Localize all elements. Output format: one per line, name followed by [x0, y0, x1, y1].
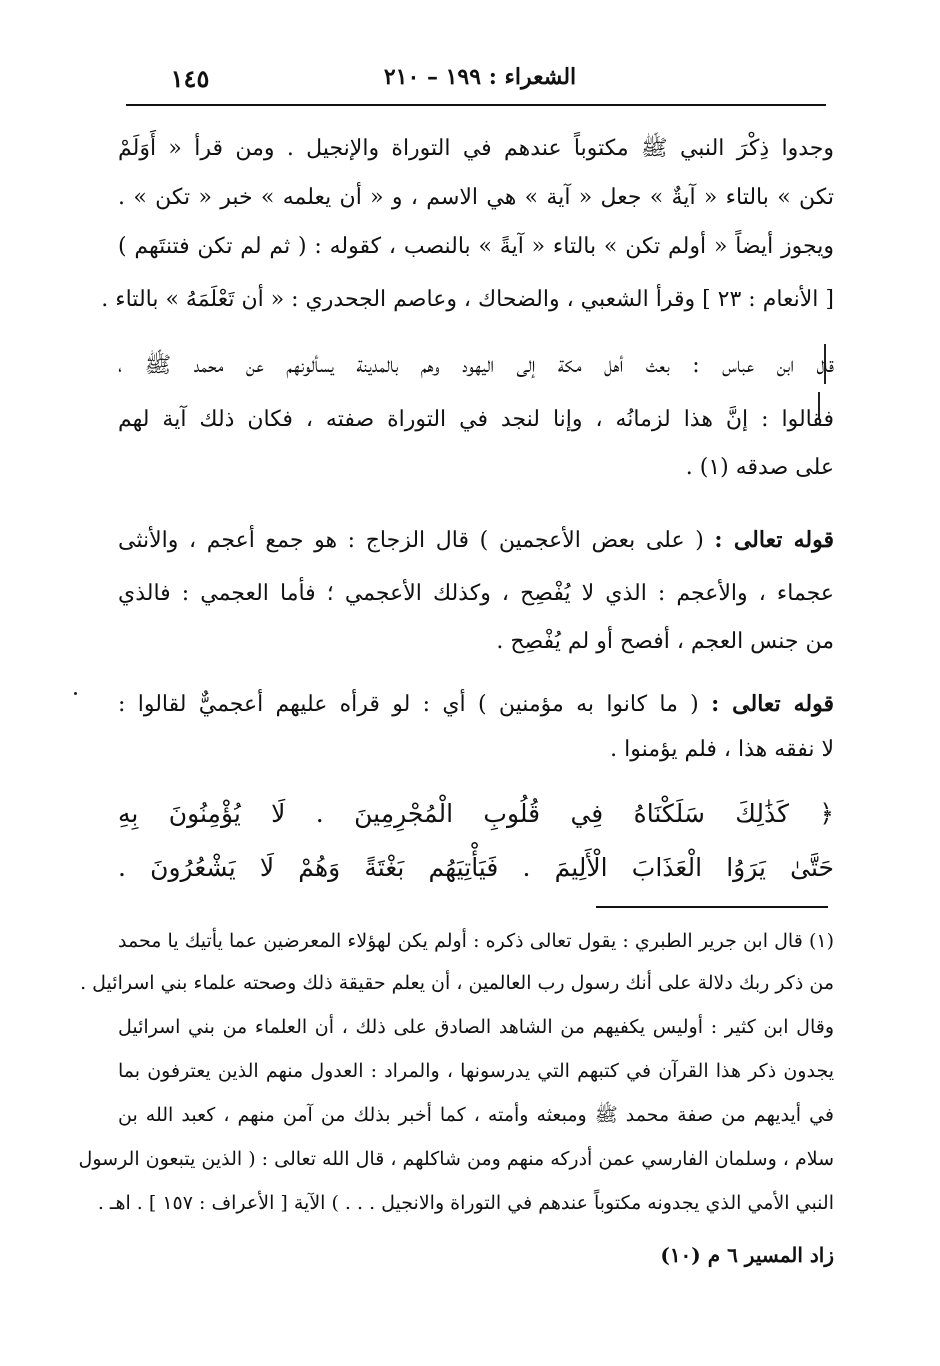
text-line: تكن » بالتاء « آيةٌ » جعل « آية » هي الاسم ، و « أن يعلمه » خبر « تكن » .	[118, 185, 834, 210]
text-line: لا نفقه هذا ، فلم يؤمنوا .	[610, 737, 834, 762]
footnote-rule	[596, 906, 828, 908]
text-line: ويجوز أيضاً « أولم تكن » بالتاء « آيةً » بالنصب ، كقوله : ( ثم لم تكن فتنتَهم )	[118, 234, 834, 259]
text-line: وجدوا ذِكْرَ النبي ﷺ مكتوباً عندهم في التوراة والإنجيل . ومن قرأ « أَوَلَمْ	[118, 136, 834, 161]
text-line: [ الأنعام : ٢٣ ] وقرأ الشعبي ، والضحاك ، وعاصم الجحدري : « أن تَعْلَمَهُ » بالتاء .	[101, 287, 834, 312]
text-line: فقالوا : إنَّ هذا لزمانُه ، وإنا لنجد في التوراة صفته ، فكان ذلك آية لهم	[118, 407, 834, 432]
footnote-line: وقال ابن كثير : أوليس يكفيهم من الشاهد الصادق على ذلك ، أن العلماء من بني اسرائيل	[118, 1016, 834, 1038]
footnote-line: من ذكر ربك دلالة على أنك رسول رب العالمين ، أن يعلم حقيقة ذلك وصحته علماء بني اسرائيل .	[80, 972, 834, 994]
text-line: من جنس العجم ، أفصح أو لم يُفْصِح .	[496, 629, 834, 654]
volume-signature: زاد المسير ٦ م (١٠)	[660, 1243, 834, 1267]
footnote-line: في أيديهم من صفة محمد ﷺ ومبعثه وأمته ، كما أخبر بذلك من آمن منهم ، كعبد الله بن	[118, 1104, 834, 1126]
running-header-title: الشعراء : ١٩٩ – ٢١٠	[383, 64, 577, 90]
text-line: عجماء ، والأعجم : الذي لا يُفْصِح ، وكذلك الأعجمي ؛ فأما العجمي : فالذي	[118, 581, 834, 606]
verse-lead: قوله تعالى :	[711, 691, 834, 717]
header-rule	[126, 104, 826, 106]
margin-speck	[74, 692, 77, 695]
quran-line: ﴿ كَذَٰلِكَ سَلَكْنَاهُ فِي قُلُوبِ الْمُجْرِمِينَ . لَا يُؤْمِنُونَ بِهِ	[118, 799, 834, 828]
footnote-line: (١) قال ابن جرير الطبري : يقول تعالى ذكره : أولم يكن لهؤلاء المعرضين عما يأتيك يا محمد	[118, 930, 834, 952]
text-line: قوله تعالى : ( على بعض الأعجمين ) قال الزجاج : هو جمع أعجم ، والأنثى	[118, 527, 834, 553]
text-line: قوله تعالى : ( ما كانوا به مؤمنين ) أي : لو قرأه عليهم أعجميٌّ لقالوا :	[118, 691, 834, 717]
footnote-line: يجدون ذكر هذا القرآن في كتبهم التي يدرسونها ، والمراد : العدول منهم الذين يعترفون بما	[118, 1060, 834, 1082]
footnote-line: النبي الأمي الذي يجدونه مكتوباً عندهم في التوراة والانجيل . . . ) الآية [ الأعراف : ١٥٧ ] . اهـ .	[97, 1192, 834, 1214]
verse-lead: قوله تعالى :	[714, 527, 834, 553]
text-line: قال ابن عباس : بعث أهل مكة إلى اليهود وهم بالمدينة يسألونهم عن محمد ﷺ ،	[118, 353, 834, 378]
quran-line: حَتَّىٰ يَرَوُا الْعَذَابَ الْأَلِيمَ . فَيَأْتِيَهُم بَغْتَةً وَهُمْ لَا يَشْعُرُونَ .	[118, 853, 834, 882]
text-line: على صدقه (١) .	[685, 455, 834, 480]
footnote-line: سلام ، وسلمان الفارسي عمن أدركه منهم ومن شاكلهم ، قال الله تعالى : ( الذين يتبعون الرسول	[78, 1148, 834, 1170]
page-number: ١٤٥	[170, 64, 210, 93]
